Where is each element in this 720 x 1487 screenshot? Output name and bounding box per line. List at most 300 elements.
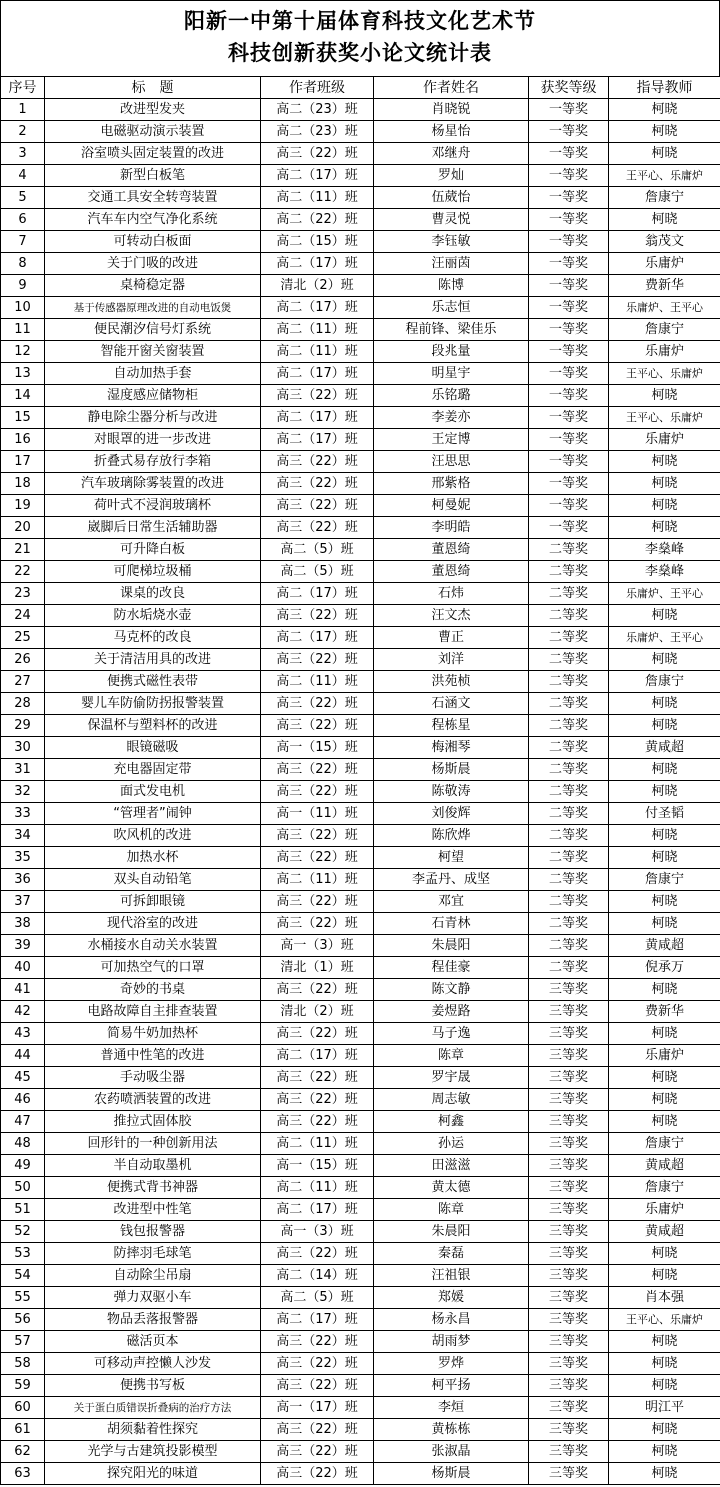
cell-index: 57 [1,1331,45,1353]
cell-class: 高三（22）班 [261,759,374,781]
cell-title: 马克杯的改良 [45,627,261,649]
table-row [1,319,720,341]
table-row [1,1155,720,1177]
cell-index: 27 [1,671,45,693]
cell-class: 高二（17）班 [261,253,374,275]
cell-class: 高二（11）班 [261,869,374,891]
cell-index: 45 [1,1067,45,1089]
cell-class: 高二（17）班 [261,1045,374,1067]
cell-author: 明星宇 [374,363,529,385]
cell-index: 30 [1,737,45,759]
cell-author: 王定博 [374,429,529,451]
cell-index: 6 [1,209,45,231]
cell-author: 汪祖银 [374,1265,529,1287]
cell-author: 马子逸 [374,1023,529,1045]
cell-teacher: 柯晓 [609,649,720,671]
cell-teacher: 王平心、乐庸炉 [609,363,720,385]
cell-class: 高三（22）班 [261,781,374,803]
cell-teacher: 柯晓 [609,605,720,627]
cell-title: 便携式背书神器 [45,1177,261,1199]
cell-award-level: 三等奖 [529,1265,609,1287]
cell-class: 高三（22）班 [261,979,374,1001]
cell-title: 奇妙的书桌 [45,979,261,1001]
cell-index: 56 [1,1309,45,1331]
cell-award-level: 三等奖 [529,1111,609,1133]
cell-index: 7 [1,231,45,253]
cell-author: 汪文杰 [374,605,529,627]
table-row [1,649,720,671]
table-row [1,1397,720,1419]
cell-class: 清北（2）班 [261,1001,374,1023]
cell-award-level: 二等奖 [529,605,609,627]
cell-teacher: 柯晓 [609,517,720,539]
table-row [1,253,720,275]
cell-title: 可加热空气的口罩 [45,957,261,979]
cell-award-level: 二等奖 [529,781,609,803]
cell-title: 折叠式易存放行李箱 [45,451,261,473]
cell-index: 55 [1,1287,45,1309]
table-row [1,99,720,121]
cell-teacher: 詹康宁 [609,187,720,209]
cell-class: 高二（11）班 [261,1177,374,1199]
cell-index: 32 [1,781,45,803]
table-row [1,1089,720,1111]
cell-teacher: 翁茂文 [609,231,720,253]
cell-title: 关于清洁用具的改进 [45,649,261,671]
cell-index: 8 [1,253,45,275]
cell-title: 推拉式固体胶 [45,1111,261,1133]
table-row [1,275,720,297]
cell-author: 梅湘琴 [374,737,529,759]
cell-class: 高二（11）班 [261,319,374,341]
cell-teacher: 乐庸炉、王平心 [609,583,720,605]
cell-title: 智能开窗关窗装置 [45,341,261,363]
cell-author: 李明皓 [374,517,529,539]
cell-award-level: 一等奖 [529,451,609,473]
cell-award-level: 一等奖 [529,495,609,517]
cell-class: 高二（17）班 [261,627,374,649]
table-row [1,517,720,539]
cell-teacher: 柯晓 [609,1067,720,1089]
cell-class: 高二（11）班 [261,341,374,363]
cell-award-level: 二等奖 [529,825,609,847]
cell-index: 14 [1,385,45,407]
cell-award-level: 一等奖 [529,209,609,231]
cell-class: 高二（17）班 [261,1199,374,1221]
cell-title: 关于门吸的改进 [45,253,261,275]
cell-title: 静电除尘器分析与改进 [45,407,261,429]
header-index: 序号 [1,77,45,99]
award-table [0,76,720,1485]
cell-teacher: 李燊峰 [609,561,720,583]
cell-class: 高三（22）班 [261,1331,374,1353]
cell-teacher: 柯晓 [609,1375,720,1397]
cell-class: 高三（22）班 [261,825,374,847]
cell-class: 高三（22）班 [261,451,374,473]
cell-class: 高二（5）班 [261,539,374,561]
cell-award-level: 二等奖 [529,803,609,825]
cell-teacher: 柯晓 [609,913,720,935]
table-row [1,231,720,253]
cell-index: 34 [1,825,45,847]
table-row [1,1177,720,1199]
cell-title: 水桶接水自动关水装置 [45,935,261,957]
cell-title: 自动加热手套 [45,363,261,385]
cell-author: 杨永昌 [374,1309,529,1331]
cell-class: 高三（22）班 [261,1441,374,1463]
table-row [1,583,720,605]
cell-award-level: 二等奖 [529,759,609,781]
cell-teacher: 柯晓 [609,1111,720,1133]
cell-class: 高二（17）班 [261,165,374,187]
cell-class: 高三（22）班 [261,649,374,671]
cell-index: 23 [1,583,45,605]
cell-award-level: 三等奖 [529,1463,609,1485]
cell-index: 3 [1,143,45,165]
cell-index: 17 [1,451,45,473]
cell-teacher: 黄咸超 [609,935,720,957]
cell-author: 陈文静 [374,979,529,1001]
cell-class: 高三（22）班 [261,1243,374,1265]
cell-author: 陈敬涛 [374,781,529,803]
cell-award-level: 一等奖 [529,473,609,495]
table-row [1,1243,720,1265]
cell-index: 31 [1,759,45,781]
cell-author: 汪丽茵 [374,253,529,275]
cell-title: 浴室喷头固定装置的改进 [45,143,261,165]
cell-class: 高二（11）班 [261,1133,374,1155]
cell-index: 60 [1,1397,45,1419]
cell-award-level: 三等奖 [529,1177,609,1199]
cell-index: 37 [1,891,45,913]
cell-title: 自动除尘吊扇 [45,1265,261,1287]
cell-index: 40 [1,957,45,979]
cell-teacher: 乐庸炉、王平心 [609,297,720,319]
cell-index: 63 [1,1463,45,1485]
cell-class: 高一（15）班 [261,737,374,759]
cell-title: 眼镜磁吸 [45,737,261,759]
cell-author: 朱晨阳 [374,935,529,957]
cell-award-level: 一等奖 [529,407,609,429]
cell-author: 孙运 [374,1133,529,1155]
cell-award-level: 三等奖 [529,1243,609,1265]
cell-award-level: 三等奖 [529,1375,609,1397]
cell-index: 58 [1,1353,45,1375]
cell-author: 田滋滋 [374,1155,529,1177]
cell-award-level: 二等奖 [529,649,609,671]
cell-author: 乐铭璐 [374,385,529,407]
cell-author: 罗灿 [374,165,529,187]
cell-teacher: 乐庸炉 [609,1199,720,1221]
cell-index: 46 [1,1089,45,1111]
cell-class: 高三（22）班 [261,605,374,627]
cell-author: 邓继舟 [374,143,529,165]
cell-author: 罗宇晟 [374,1067,529,1089]
cell-teacher: 柯晓 [609,1089,720,1111]
cell-award-level: 一等奖 [529,99,609,121]
cell-class: 高三（22）班 [261,847,374,869]
cell-teacher: 柯晓 [609,1441,720,1463]
cell-award-level: 三等奖 [529,1199,609,1221]
cell-index: 9 [1,275,45,297]
cell-award-level: 二等奖 [529,693,609,715]
table-row [1,297,720,319]
cell-title: 农药喷洒装置的改进 [45,1089,261,1111]
cell-teacher: 柯晓 [609,1265,720,1287]
cell-teacher: 柯晓 [609,759,720,781]
cell-author: 朱晨阳 [374,1221,529,1243]
table-row [1,341,720,363]
cell-author: 陈章 [374,1045,529,1067]
cell-award-level: 二等奖 [529,869,609,891]
cell-title: 胡须黏着性探究 [45,1419,261,1441]
cell-title: “管理者”闹钟 [45,803,261,825]
cell-index: 38 [1,913,45,935]
cell-award-level: 三等奖 [529,1023,609,1045]
table-row [1,1001,720,1023]
cell-author: 程栋星 [374,715,529,737]
cell-class: 高三（22）班 [261,1375,374,1397]
cell-author: 黄栋栋 [374,1419,529,1441]
cell-title: 充电器固定带 [45,759,261,781]
table-row [1,1375,720,1397]
table-row [1,1265,720,1287]
cell-author: 李孟丹、成坚 [374,869,529,891]
table-row [1,1221,720,1243]
table-row [1,473,720,495]
cell-author: 柯望 [374,847,529,869]
cell-class: 高一（3）班 [261,1221,374,1243]
table-row [1,825,720,847]
cell-award-level: 二等奖 [529,539,609,561]
cell-author: 杨斯晨 [374,759,529,781]
cell-class: 高二（17）班 [261,297,374,319]
cell-class: 高一（15）班 [261,1155,374,1177]
cell-award-level: 二等奖 [529,627,609,649]
cell-author: 秦磊 [374,1243,529,1265]
cell-author: 罗烨 [374,1353,529,1375]
table-row [1,1441,720,1463]
cell-author: 石青林 [374,913,529,935]
cell-title: 交通工具安全转弯装置 [45,187,261,209]
cell-title: 电磁驱动演示装置 [45,121,261,143]
cell-class: 高一（11）班 [261,803,374,825]
cell-class: 高三（22）班 [261,1463,374,1485]
cell-teacher: 乐庸炉 [609,253,720,275]
cell-index: 2 [1,121,45,143]
cell-class: 高三（22）班 [261,1111,374,1133]
cell-class: 高三（22）班 [261,1419,374,1441]
cell-award-level: 一等奖 [529,165,609,187]
table-row [1,913,720,935]
cell-title: 桌椅稳定器 [45,275,261,297]
cell-author: 石炜 [374,583,529,605]
cell-teacher: 王平心、乐庸炉 [609,407,720,429]
cell-index: 47 [1,1111,45,1133]
cell-title: 新型白板笔 [45,165,261,187]
cell-class: 高二（23）班 [261,99,374,121]
cell-teacher: 费新华 [609,1001,720,1023]
cell-award-level: 三等奖 [529,1001,609,1023]
table-row [1,1133,720,1155]
table-row [1,363,720,385]
page-title: 阳新一中第十届体育科技文化艺术节 [184,9,536,33]
cell-author: 胡雨梦 [374,1331,529,1353]
cell-class: 高三（22）班 [261,517,374,539]
cell-class: 高三（22）班 [261,1089,374,1111]
cell-title: 探究阳光的味道 [45,1463,261,1485]
cell-teacher: 倪承万 [609,957,720,979]
cell-index: 28 [1,693,45,715]
cell-teacher: 柯晓 [609,1463,720,1485]
table-row [1,759,720,781]
cell-title: 回形针的一种创新用法 [45,1133,261,1155]
cell-title: 弹力双驱小车 [45,1287,261,1309]
cell-class: 高二（17）班 [261,407,374,429]
cell-teacher: 王平心、乐庸炉 [609,165,720,187]
cell-award-level: 一等奖 [529,429,609,451]
cell-award-level: 三等奖 [529,1331,609,1353]
cell-title: 汽车玻璃除雾装置的改进 [45,473,261,495]
cell-index: 1 [1,99,45,121]
cell-class: 高三（22）班 [261,385,374,407]
table-row [1,803,720,825]
table-row [1,605,720,627]
cell-index: 20 [1,517,45,539]
header-award-level: 获奖等级 [529,77,609,99]
cell-author: 乐志恒 [374,297,529,319]
cell-teacher: 詹康宁 [609,1177,720,1199]
cell-teacher: 黄咸超 [609,1155,720,1177]
cell-teacher: 乐庸炉 [609,341,720,363]
cell-title: 改进型中性笔 [45,1199,261,1221]
cell-title: 湿度感应储物柜 [45,385,261,407]
cell-author: 曹正 [374,627,529,649]
cell-index: 43 [1,1023,45,1045]
cell-index: 53 [1,1243,45,1265]
cell-index: 39 [1,935,45,957]
table-row [1,957,720,979]
cell-index: 29 [1,715,45,737]
cell-award-level: 三等奖 [529,1221,609,1243]
cell-teacher: 詹康宁 [609,869,720,891]
cell-title: 课桌的改良 [45,583,261,605]
table-row [1,1463,720,1485]
cell-teacher: 柯晓 [609,143,720,165]
cell-title: 吹风机的改进 [45,825,261,847]
cell-award-level: 三等奖 [529,1155,609,1177]
cell-title: 防水垢烧水壶 [45,605,261,627]
cell-author: 程前锋、梁佳乐 [374,319,529,341]
cell-index: 16 [1,429,45,451]
cell-author: 李钰敏 [374,231,529,253]
cell-award-level: 二等奖 [529,957,609,979]
table-row [1,1023,720,1045]
table-row [1,451,720,473]
table-row [1,1331,720,1353]
cell-teacher: 柯晓 [609,385,720,407]
cell-class: 高三（22）班 [261,143,374,165]
cell-award-level: 二等奖 [529,561,609,583]
cell-teacher: 李燊峰 [609,539,720,561]
table-row [1,143,720,165]
header-teacher: 指导教师 [609,77,720,99]
cell-title: 保温杯与塑料杯的改进 [45,715,261,737]
cell-title: 可拆卸眼镜 [45,891,261,913]
cell-award-level: 一等奖 [529,297,609,319]
cell-award-level: 一等奖 [529,341,609,363]
cell-teacher: 乐庸炉、王平心 [609,627,720,649]
cell-title: 可移动声控懒人沙发 [45,1353,261,1375]
cell-title: 物品丢落报警器 [45,1309,261,1331]
cell-index: 41 [1,979,45,1001]
cell-title: 关于蛋白质错误折叠病的治疗方法 [45,1397,261,1419]
cell-award-level: 三等奖 [529,1133,609,1155]
cell-class: 清北（1）班 [261,957,374,979]
table-row [1,693,720,715]
cell-index: 5 [1,187,45,209]
cell-author: 姜煜路 [374,1001,529,1023]
cell-award-level: 三等奖 [529,1067,609,1089]
table-row [1,715,720,737]
cell-class: 高二（5）班 [261,1287,374,1309]
cell-class: 高一（17）班 [261,1397,374,1419]
cell-index: 24 [1,605,45,627]
cell-title: 便携式磁性表带 [45,671,261,693]
cell-teacher: 柯晓 [609,825,720,847]
cell-teacher: 柯晓 [609,1243,720,1265]
cell-author: 杨星怡 [374,121,529,143]
cell-author: 柯鑫 [374,1111,529,1133]
table-row [1,891,720,913]
page-subtitle: 科技创新获奖小论文统计表 [228,41,492,65]
cell-index: 51 [1,1199,45,1221]
cell-title: 电路故障自主排查装置 [45,1001,261,1023]
cell-author: 董恩绮 [374,539,529,561]
cell-award-level: 二等奖 [529,583,609,605]
table-row [1,495,720,517]
cell-award-level: 一等奖 [529,143,609,165]
cell-award-level: 一等奖 [529,517,609,539]
cell-author: 陈博 [374,275,529,297]
cell-title: 钱包报警器 [45,1221,261,1243]
cell-award-level: 一等奖 [529,231,609,253]
cell-title: 磁活页本 [45,1331,261,1353]
cell-index: 12 [1,341,45,363]
cell-class: 高二（11）班 [261,671,374,693]
cell-title: 光学与古建筑投影模型 [45,1441,261,1463]
cell-index: 48 [1,1133,45,1155]
cell-class: 高二（17）班 [261,1309,374,1331]
cell-author: 杨斯晨 [374,1463,529,1485]
cell-award-level: 二等奖 [529,891,609,913]
cell-teacher: 柯晓 [609,847,720,869]
cell-teacher: 詹康宁 [609,319,720,341]
cell-index: 62 [1,1441,45,1463]
cell-author: 汪思思 [374,451,529,473]
cell-class: 高三（22）班 [261,495,374,517]
cell-class: 高二（14）班 [261,1265,374,1287]
cell-teacher: 柯晓 [609,1023,720,1045]
cell-title: 可爬梯垃圾桶 [45,561,261,583]
table-row [1,671,720,693]
table-row [1,1419,720,1441]
cell-title: 可升降白板 [45,539,261,561]
cell-index: 36 [1,869,45,891]
cell-title: 婴儿车防偷防拐报警装置 [45,693,261,715]
cell-class: 高二（5）班 [261,561,374,583]
cell-author: 邢紫格 [374,473,529,495]
